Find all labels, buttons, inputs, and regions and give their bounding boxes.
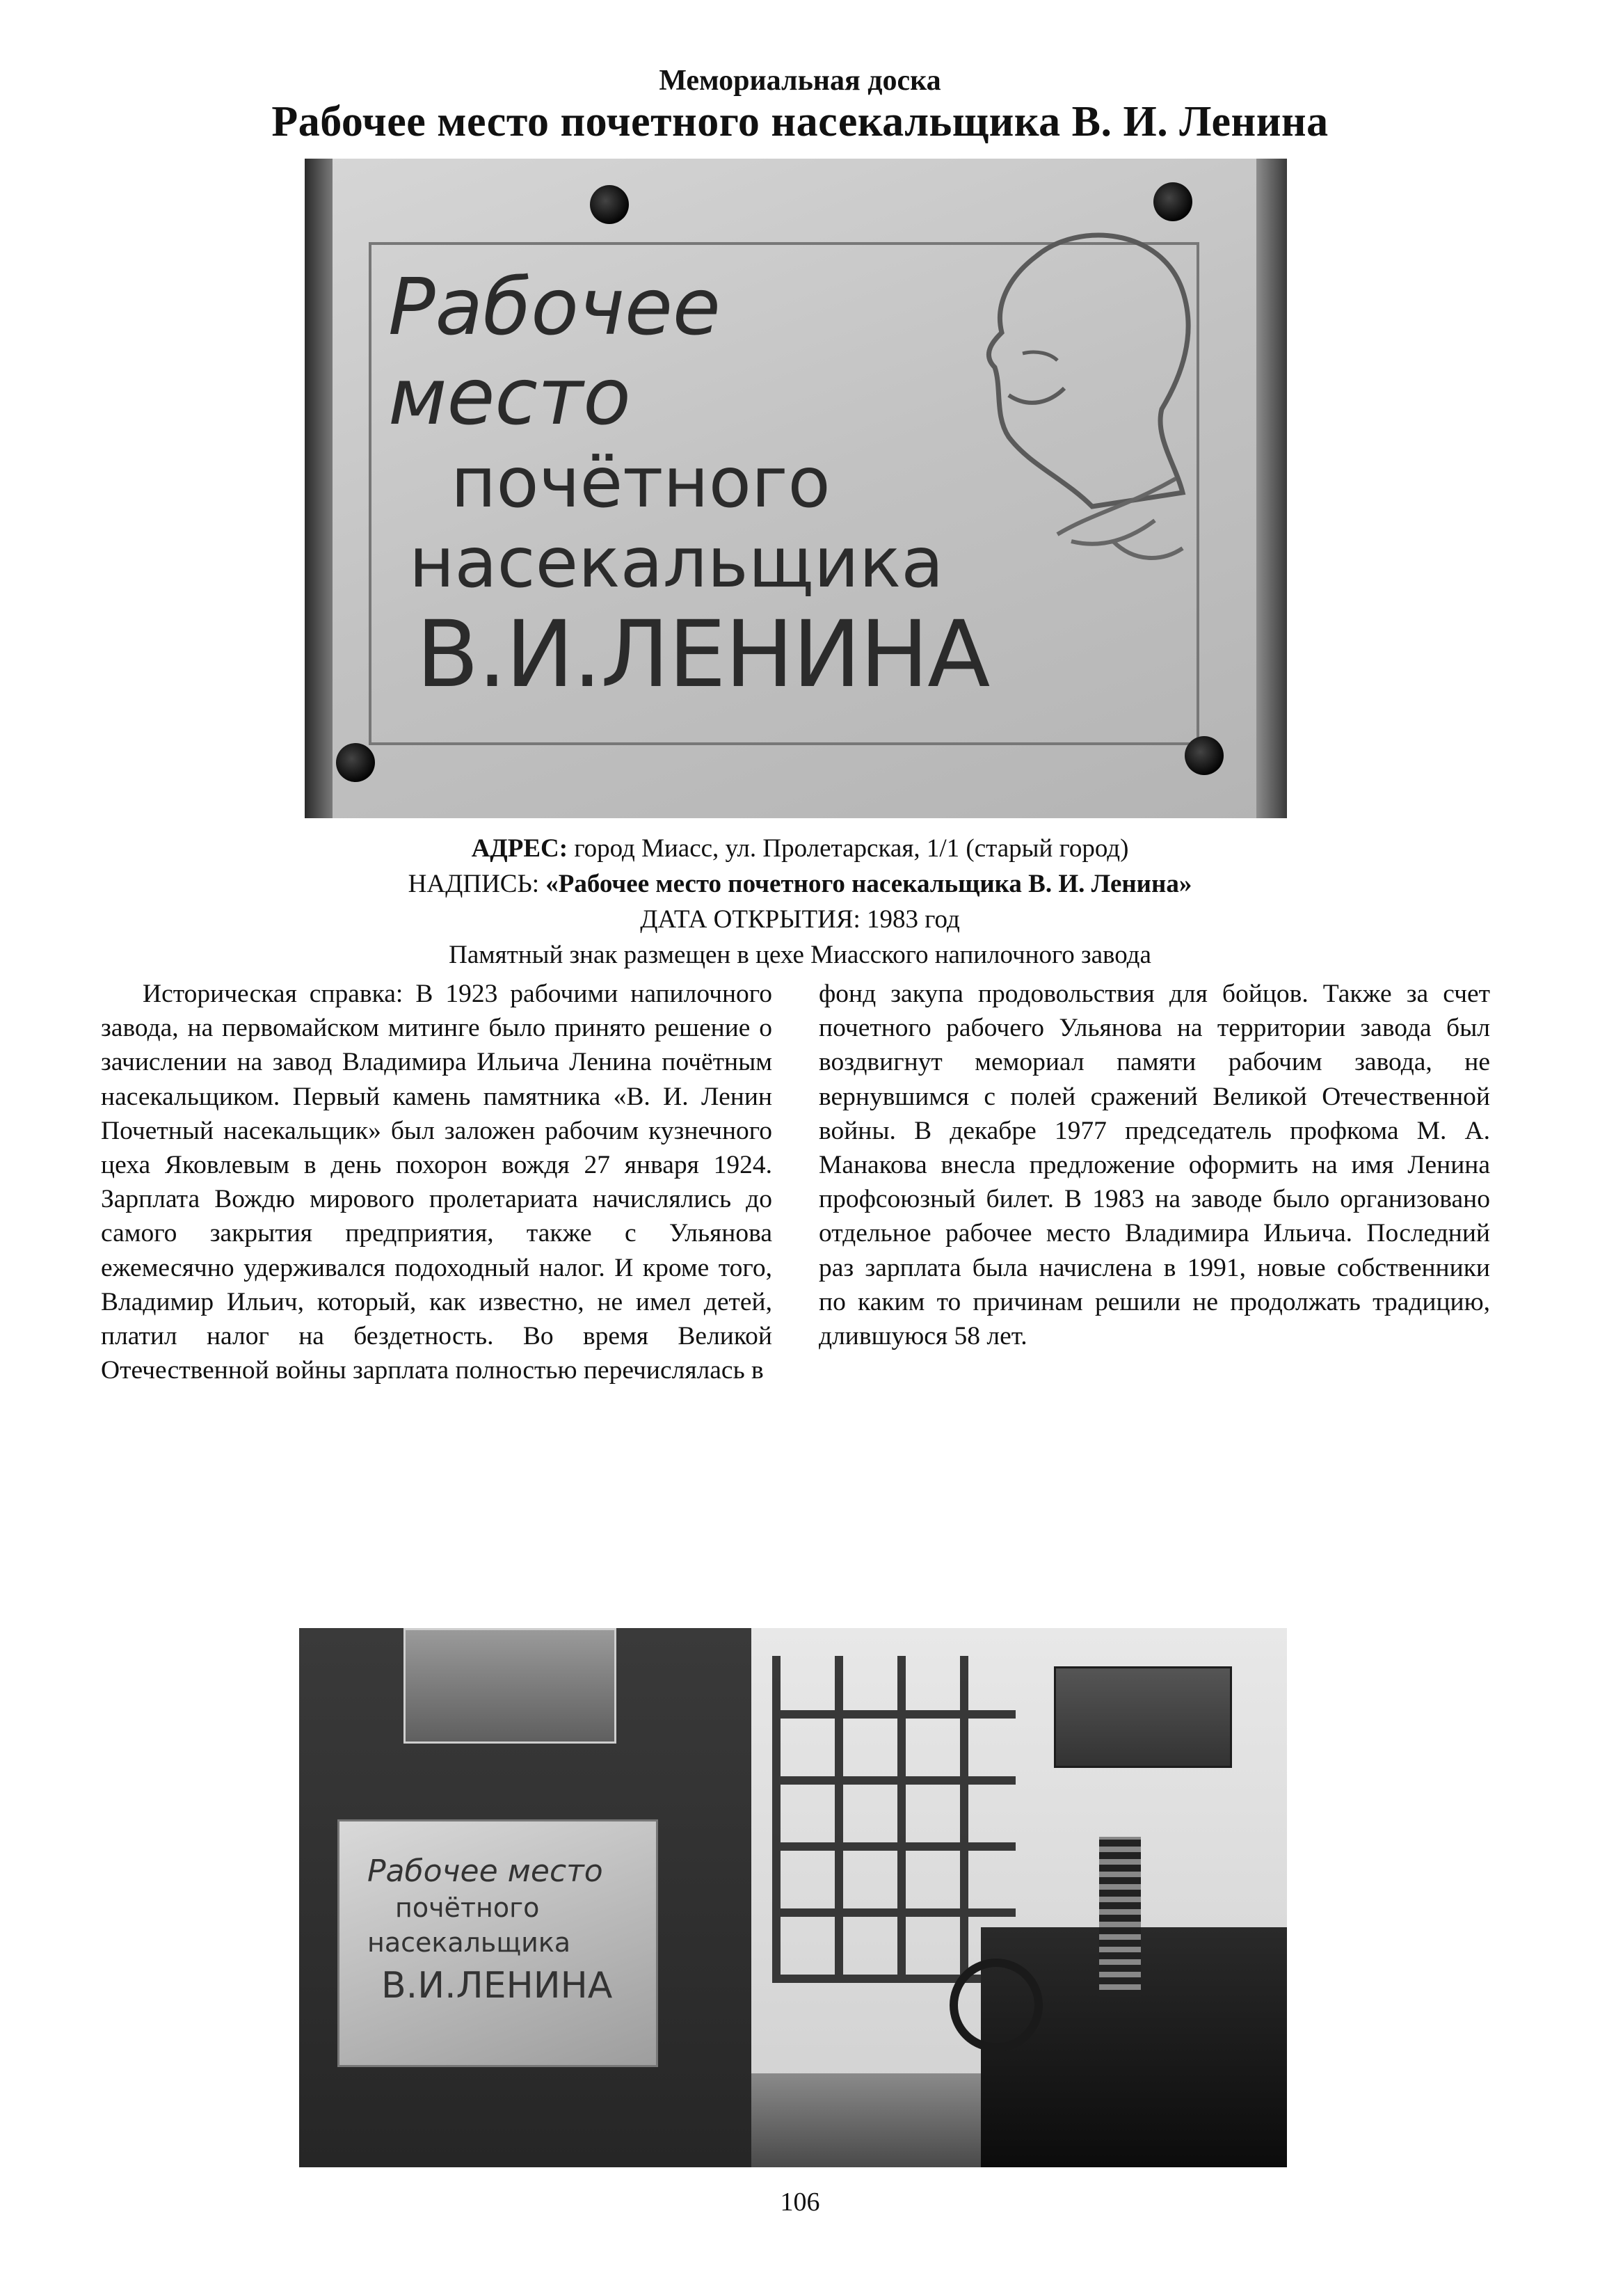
plaque-line: Рабочее место (388, 262, 721, 443)
photo-edge-left (305, 159, 333, 818)
address-line (0, 834, 1600, 863)
inscription-line (0, 869, 1600, 899)
plaque-line: почётного (395, 1892, 540, 1923)
plaque-inscription (388, 262, 989, 708)
text-column-right (819, 977, 1490, 1353)
handwheel-icon (950, 1959, 1043, 2052)
inscription-value: «Рабочее место почетного насекальщика В. И. Ленина» (545, 870, 1192, 898)
page-title: Рабочее место почетного насекальщика В. И. Ленина (271, 98, 1329, 145)
plaque-line: В.И.ЛЕНИНА (416, 600, 989, 708)
opening-date: ДАТА ОТКРЫТИЯ: 1983 год (640, 905, 960, 934)
wall-plaque (337, 1819, 658, 2067)
workshop-floor (751, 2073, 981, 2167)
section-kicker: Мемориальная доска (659, 65, 941, 97)
historical-note-continuation: фонд закупа продовольствия для бойцов. Также за счет почетного рабочего Ульянова на территории завода был воздвигнут мемориал памяти рабочим завода, не вернувшимся с полей сражений Великой Отечественной войны. В декабре 1977 председатель профкома М. А. Манакова внесла предложение оформить на имя Ленина профсоюзный билет. В 1983 на заводе было организовано отдельное рабочее место Владимира Ильича. Последний раз зарплата была начислена в 1991, новые собственники по каким то причинам решили не продолжать традицию, длившуюся 58 лет. (819, 980, 1490, 1351)
plaque-line: насекальщика (409, 521, 944, 603)
wall-sign (403, 1628, 616, 1744)
plaque-line: насекальщика (367, 1927, 571, 1958)
lenin-portrait-icon (953, 214, 1203, 576)
bolt-icon (590, 185, 629, 224)
photo-edge-right (1256, 159, 1287, 818)
text-column-left (101, 977, 772, 1387)
address-label: АДРЕС: (471, 834, 568, 863)
plaque-line: Рабочее место (367, 1853, 603, 1889)
plaque-photo (305, 159, 1287, 818)
workshop-photo (299, 1628, 1287, 2167)
window-frame (772, 1656, 1016, 1983)
historical-note-paragraph: Историческая справка: В 1923 рабочими напилочного завода, на первомайском митинге было принято решение о зачислении на завод Владимира Ильича Ленина почётным насекальщиком. Первый камень памятника «В. И. Ленин Почетный насекальщик» был заложен рабочим кузнечного цеха Яковлевым в день похорон вождя 27 января 1924. Зарплата Вождю мирового пролетариата начислялись до самого закрытия предприятия, также с Ульянова ежемесячно удерживался подоходный налог. И кроме того, Владимир Ильич, который, как известно, не имел детей, платил налог на бездетность. Во время Великой Отечественной войны зарплата полностью перечислялась в (101, 980, 772, 1385)
bolt-icon (1185, 736, 1224, 775)
bolt-icon (336, 743, 375, 782)
location-note: Памятный знак размещен в цехе Миасского напилочного завода (449, 941, 1151, 969)
wall-board (1054, 1666, 1232, 1768)
plaque-line: В.И.ЛЕНИНА (381, 1965, 613, 2007)
address-value: город Миасс, ул. Пролетарская, 1/1 (старый город) (568, 834, 1129, 863)
inscription-label: НАДПИСЬ: (408, 870, 546, 898)
page-number: 106 (780, 2187, 820, 2217)
machine-spring (1099, 1837, 1141, 1997)
plaque-line: почётного (451, 441, 831, 523)
